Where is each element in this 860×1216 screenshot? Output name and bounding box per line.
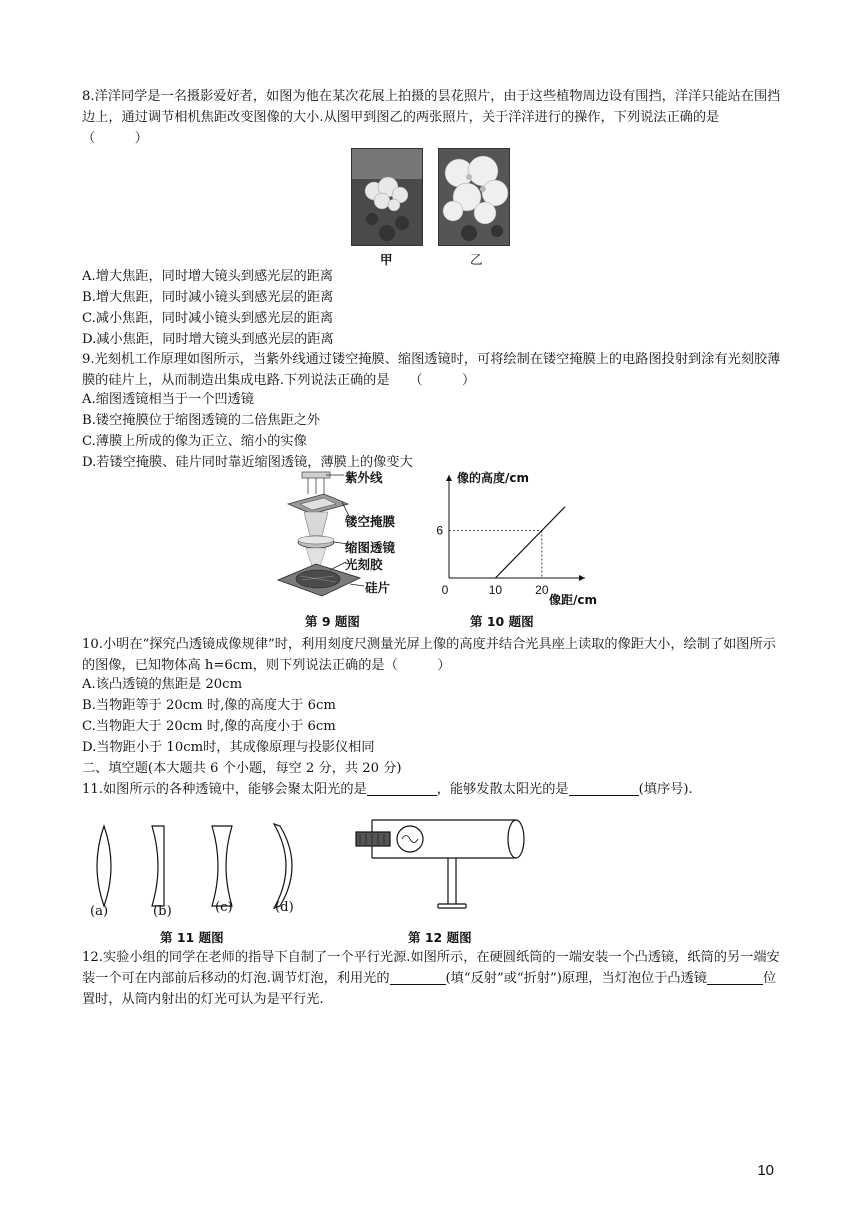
question-8-stem: 8.洋洋同学是一名摄影爱好者，如图为他在某次花展上拍摄的昙花照片，由于这些植物周边设有围挡，洋洋只能站在围挡边上，通过调节相机焦距改变图像的大小.从图甲到图乙的两张照片，关于洋洋进行的操作，下列说法正确的是 （ ） [82,89,781,146]
x-tick-label: 10 [488,583,503,597]
lens-label-c: (c) [215,900,233,915]
question-8-option-a: A.增大焦距，同时增大镜头到感光层的距离 [82,269,334,284]
lens-a-biconvex [97,826,111,906]
question-8-option-d: D.减小焦距，同时增大镜头到感光层的距离 [82,332,334,347]
question-10-option-d: D.当物距小于 10cm时，其成像原理与投影仪相同 [82,740,375,755]
question-11-blank-2[interactable] [569,781,639,796]
y-axis-label: 像的高度/cm [457,471,530,485]
question-11-text-2: ，能够发散太阳光的是 [436,782,569,797]
section-2-title: 二、填空题(本大题共 6 个小题，每空 2 分，共 20 分) [82,761,402,776]
question-10-stem: 10.小明在“探究凸透镜成像规律”时，利用刻度尺测量光屏上像的高度并结合光具座上读取的像距大小，绘制了如图所示的图像，已知物体高 h=6cm，则下列说法正确的是（ ） [82,637,776,673]
page-number: 10 [757,1162,774,1179]
lens-b-plano-concave [152,826,164,906]
question-8-option-c: C.减小焦距，同时减小镜头到感光层的距离 [82,311,334,326]
question-10-option-a: A.该凸透镜的焦距是 20cm [82,677,243,692]
figure-10-caption: 第 10 题图 [470,614,534,629]
photo-label-yi: 乙 [470,252,483,267]
question-11 [82,780,802,800]
question-9-stem: 9.光刻机工作原理如图所示，当紫外线通过镂空掩膜、缩图透镜时，可将绘制在镂空掩膜上的电路图投射到涂有光刻胶薄膜的硅片上，从而制造出集成电路.下列说法正确的是 （ ） [82,352,781,388]
label-silicon-wafer: 硅片 [365,580,391,595]
question-10-option-c: C.当物距大于 20cm 时,像的高度小于 6cm [82,719,336,734]
label-photoresist: 光刻胶 [345,557,383,572]
y-axis-arrow [446,475,452,481]
x-tick-label: 0 [441,583,449,597]
x-tick-label: 20 [535,583,549,597]
label-uv-light: 紫外线 [345,470,383,485]
question-9 [82,349,782,391]
question-12-blank-1[interactable] [390,970,446,985]
question-8-option-b: B.增大焦距，同时减小镜头到感光层的距离 [82,290,334,305]
question-12 [82,947,782,1010]
y-tick-label: 6 [436,523,443,538]
question-9-option-b: B.镂空掩膜位于缩图透镜的二倍焦距之外 [82,413,321,428]
lens-d-meniscus [274,824,292,908]
figure-9-caption: 第 9 题图 [305,614,360,629]
photo-label-jia: 甲 [380,252,393,267]
question-11-text-1: 11.如图所示的各种透镜中，能够会聚太阳光的是 [82,782,367,797]
question-9-option-a: A.缩图透镜相当于一个凹透镜 [82,392,254,407]
figure-12-caption: 第 12 题图 [408,930,472,945]
question-11-blank-1[interactable] [367,781,437,796]
series-line [495,507,565,578]
photo-yi [438,148,510,246]
x-axis-label: 像距/cm [549,593,598,605]
lens-label-b: (b) [153,904,172,919]
figure-11-caption: 第 11 题图 [160,930,224,945]
question-9-option-c: C.薄膜上所成的像为正立、缩小的实像 [82,434,307,449]
question-8 [82,86,782,149]
label-reduction-lens: 缩图透镜 [345,540,396,555]
figure-10-graph [435,470,605,605]
question-10 [82,634,782,676]
question-12-text-3: 位置时，从筒内射出的灯光可认为是平行光. [82,971,777,1007]
photo-jia [351,148,423,246]
lens-label-a: (a) [90,904,109,919]
label-hollow-mask: 镂空掩膜 [345,514,396,529]
question-12-text-2: (填“反射”或“折射”)原理，当灯泡位于凸透镜 [445,971,707,986]
figure-12-light-source [352,812,532,914]
image-height-vs-image-distance-chart [435,470,605,605]
question-12-text-1: 12.实验小组的同学在老师的指导下自制了一个平行光源.如图所示，在硬圆纸筒的一端安装一个凸透镜，纸筒的另一端安装一个可在内部前后移动的灯泡.调节灯泡，利用光的 [82,950,780,986]
question-11-text-3: (填序号). [638,782,693,797]
question-12-blank-2[interactable] [707,970,763,985]
question-9-option-d: D.若镂空掩膜、硅片同时靠近缩图透镜，薄膜上的像变大 [82,455,413,470]
question-10-option-b: B.当物距等于 20cm 时,像的高度大于 6cm [82,698,336,713]
lens-c-biconcave [212,826,232,906]
lens-label-d: (d) [275,900,294,915]
x-axis-arrow [579,575,585,581]
